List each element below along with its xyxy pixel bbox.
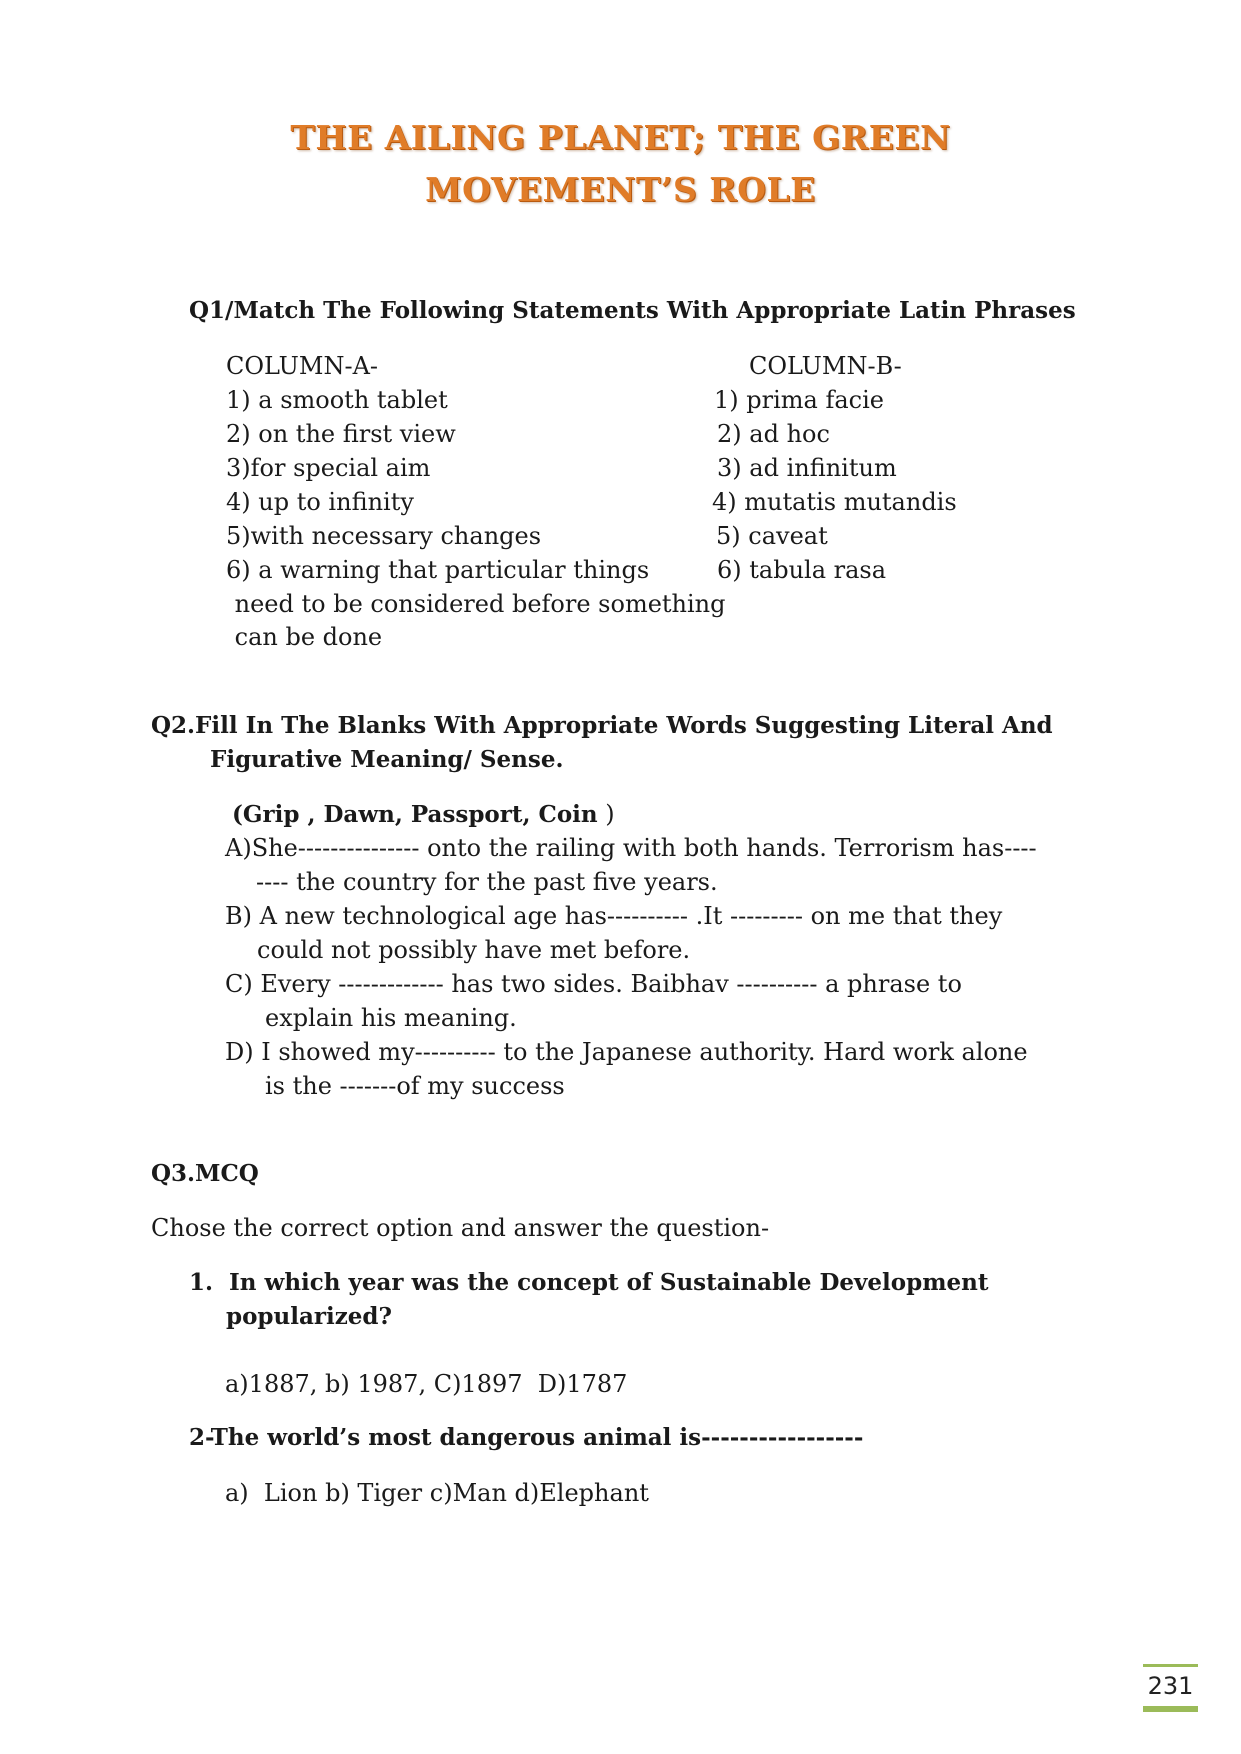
column-b-item: 6) tabula rasa (717, 556, 887, 584)
column-a-item-continued: can be done (227, 623, 383, 651)
column-b-item: 2) ad hoc (717, 420, 830, 448)
fill-blank-item-continued: ---- the country for the past five years. (256, 868, 718, 896)
mcq-question-continued: popularized? (226, 1303, 392, 1330)
q3-instruction: Chose the correct option and answer the question- (151, 1214, 770, 1242)
column-b-item: 4) mutatis mutandis (712, 488, 957, 516)
word-list-words: (Grip , Dawn, Passport, Coin (232, 801, 598, 828)
page-title (0, 112, 1241, 216)
word-list-close: ) (597, 800, 615, 828)
column-a-item: 1) a smooth tablet (226, 386, 448, 414)
column-a-item: 2) on the first view (226, 420, 456, 448)
fill-blank-item: A)She--------------- onto the railing with both hands. Terrorism has---- (225, 834, 1037, 862)
page-number-rule-top (1143, 1664, 1198, 1667)
q3-heading: Q3.MCQ (151, 1160, 259, 1187)
column-a-item: 3)for special aim (226, 454, 431, 482)
fill-blank-item-continued: is the -------of my success (265, 1072, 565, 1100)
q2-heading-line-1: Q2.Fill In The Blanks With Appropriate Words Suggesting Literal And (151, 712, 1053, 739)
mcq-question: 1. In which year was the concept of Sustainable Development (189, 1269, 989, 1296)
page-number: 231 (1147, 1672, 1194, 1700)
column-b-item: 3) ad infinitum (717, 454, 897, 482)
q1-heading: Q1/Match The Following Statements With Appropriate Latin Phrases (189, 297, 1076, 324)
q2-heading-line-2: Figurative Meaning/ Sense. (210, 746, 564, 773)
column-b-header: COLUMN-B- (749, 352, 902, 380)
column-a-item: 4) up to infinity (226, 488, 414, 516)
column-a-item-continued: need to be considered before something (227, 590, 726, 618)
column-a-header: COLUMN-A- (226, 352, 379, 380)
page-title-line-2: MOVEMENT’S ROLE (425, 170, 816, 209)
word-list (232, 797, 615, 832)
fill-blank-item: D) I showed my---------- to the Japanese authority. Hard work alone (225, 1038, 1028, 1066)
column-b-item: 1) prima facie (714, 386, 884, 414)
fill-blank-item-continued: could not possibly have met before. (257, 936, 691, 964)
column-b-item: 5) caveat (716, 522, 828, 550)
fill-blank-item: C) Every ------------- has two sides. Baibhav ---------- a phrase to (225, 970, 962, 998)
mcq-options: a)1887, b) 1987, C)1897 D)1787 (225, 1370, 628, 1398)
fill-blank-item: B) A new technological age has---------- .It --------- on me that they (225, 902, 1003, 930)
page-title-line-1: THE AILING PLANET; THE GREEN (290, 118, 951, 157)
page-number-rule-bottom (1143, 1706, 1198, 1712)
mcq-question: 2-The world’s most dangerous animal is----------------- (189, 1424, 864, 1451)
mcq-options: a) Lion b) Tiger c)Man d)Elephant (225, 1479, 649, 1507)
column-a-item: 6) a warning that particular things (226, 556, 650, 584)
column-a-item: 5)with necessary changes (226, 522, 542, 550)
fill-blank-item-continued: explain his meaning. (265, 1004, 517, 1032)
